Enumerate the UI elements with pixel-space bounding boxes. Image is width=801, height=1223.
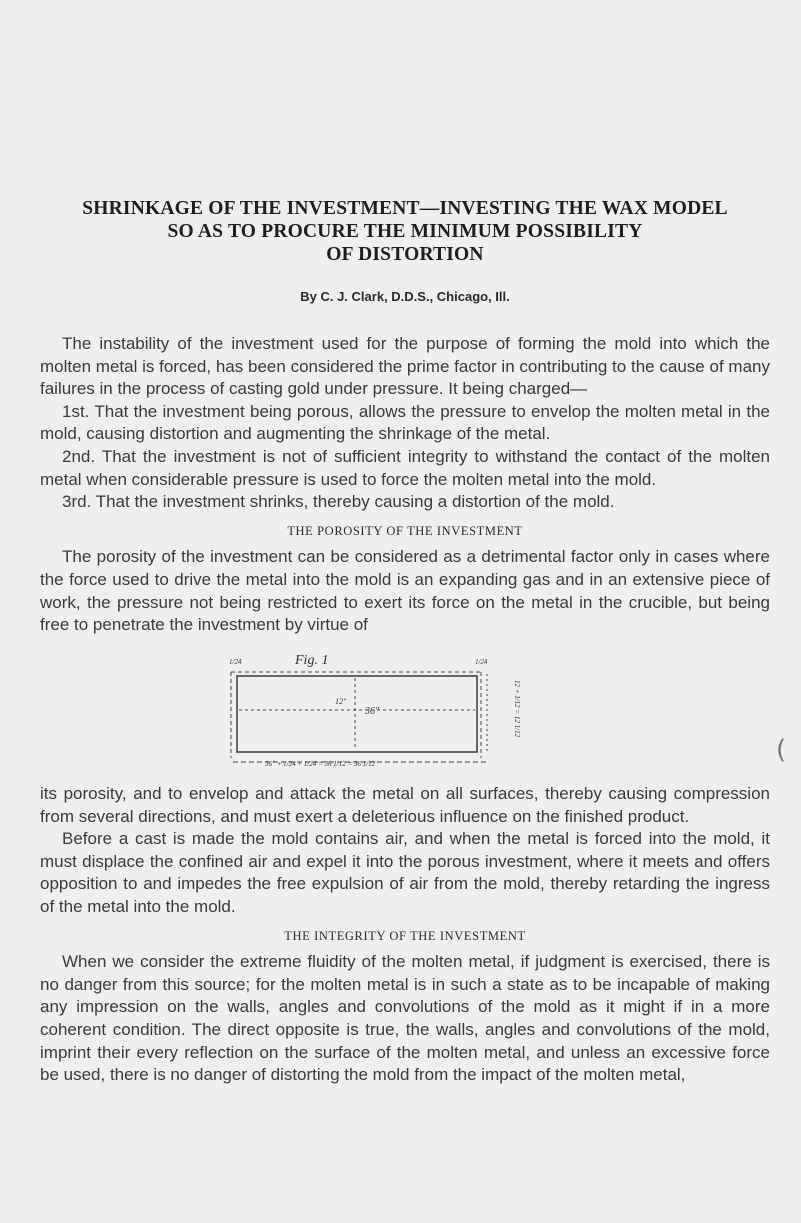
- right-mark: 1/24: [475, 658, 488, 666]
- figure-label: Fig. 1: [295, 653, 329, 668]
- porosity-continued-paragraph: its porosity, and to envelop and attack the metal on all surfaces, thereby causing compression from several directions, and must exert a deleterious influence on the finished product.: [40, 784, 770, 826]
- intro-section: [40, 333, 770, 637]
- left-mark: 1/24: [229, 658, 242, 666]
- mold-rectangle: [237, 676, 477, 752]
- figure-1-diagram: [225, 650, 525, 768]
- intro-paragraph: The instability of the investment used for the purpose of forming the mold into which the molten metal is forced, has been considered the prime factor in contributing to the cause of many failures in the process of casting gold under pressure. It being charged—: [40, 334, 770, 399]
- side-dim-label: 12 + 1/12 = 12 1/12: [513, 680, 521, 738]
- title-line-1: SHRINKAGE OF THE INVESTMENT—INVESTING THE WAX MODEL: [82, 198, 728, 219]
- point-2-paragraph: 2nd. That the investment is not of sufficient integrity to withstand the contact of the molten metal when considerable pressure is used to force the molten metal into the mold.: [40, 446, 770, 489]
- bottom-dim-label: 36" + 1/24 + 1/24 = 36 1/12 = 36 1/12: [265, 760, 376, 768]
- title-line-3: OF DISTORTION: [326, 244, 484, 265]
- heading-integrity: THE INTEGRITY OF THE INVESTMENT: [284, 928, 526, 943]
- continued-section: [40, 783, 770, 1087]
- point-3-paragraph: 3rd. That the investment shrinks, thereby causing a distortion of the mold.: [62, 492, 615, 512]
- heading-porosity: THE POROSITY OF THE INVESTMENT: [287, 523, 523, 538]
- margin-mark: (: [776, 735, 787, 765]
- air-paragraph: Before a cast is made the mold contains air, and when the metal is forced into the mold, it must displace the confined air and expel it into the porous investment, where it meets and offers opposition to and impedes the free expulsion of air from the mold, thereby retarding the ingress of the metal into the mold.: [40, 829, 770, 916]
- article-title: [40, 197, 770, 266]
- point-1-paragraph: 1st. That the investment being porous, allows the pressure to envelop the molten metal in the mold, causing distortion and augmenting the shrinkage of the metal.: [40, 401, 770, 444]
- porosity-paragraph: The porosity of the investment can be considered as a detrimental factor only in cases where the force used to drive the metal into the mold is an expanding gas and in an extensive piece of work, the pressure not being restricted to exert its force on the metal in the crucible, but being free to penetrate the investment by virtue of: [40, 547, 770, 635]
- title-line-2: SO AS TO PROCURE THE MINIMUM POSSIBILITY: [167, 221, 643, 242]
- width-label: 36": [365, 706, 380, 717]
- integrity-paragraph: When we consider the extreme fluidity of the molten metal, if judgment is exercised, there is no danger from this source; for the molten metal is in such a state as to be incapable of making any impression on the walls, angles and convolutions of the mold as it might if in a more coherent condition. The direct opposite is true, the walls, angles and convolutions of the mold, imprint their every reflection on the surface of the molten metal, and unless an excessive force be used, there is no danger of distorting the mold from the impact of the molten metal,: [40, 952, 770, 1085]
- height-label: 12": [335, 697, 347, 706]
- figure-1: [225, 650, 525, 768]
- byline: By C. J. Clark, D.D.S., Chicago, Ill.: [300, 289, 510, 304]
